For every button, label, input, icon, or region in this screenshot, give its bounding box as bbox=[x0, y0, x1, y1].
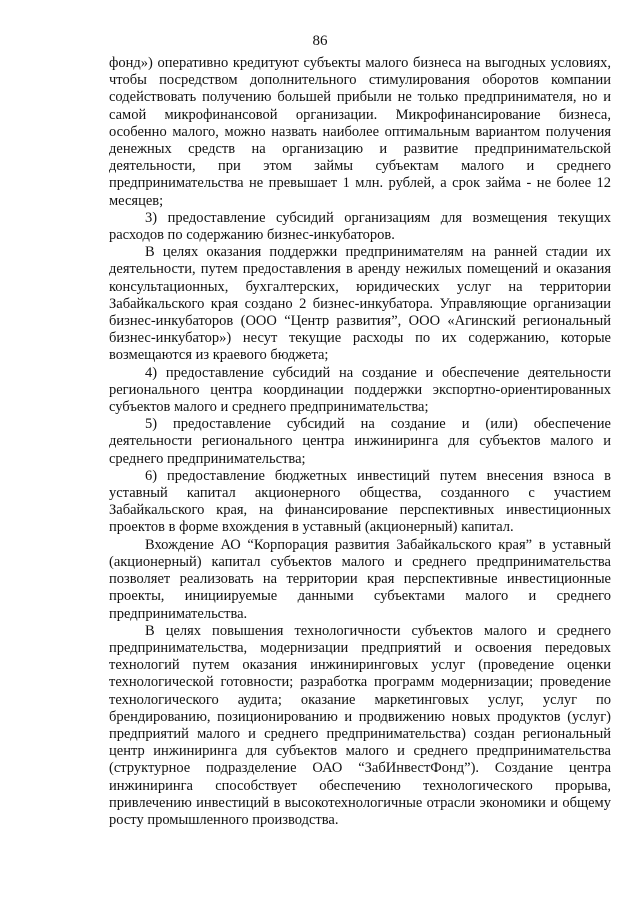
paragraph-1: фонд») оперативно кредитуют субъекты малого бизнеса на выгодных условиях, чтобы посредством дополнительного стимулирования оборотов компании содействовать получению большей прибыли не только предпринимателя, но и самой микрофинансовой организации. Микрофинансирование бизнеса, особенно малого, можно назвать наиболее оптимальным вариантом получения денежных средств на организацию и развитие предпринимательской деятельности, при этом займы субъектам малого и среднего предпринимательства не превышает 1 млн. рублей, а срок займа - не более 12 месяцев; bbox=[109, 55, 611, 209]
paragraph-3: В целях оказания поддержки предпринимателям на ранней стадии их деятельности, путем предоставления в аренду нежилых помещений и оказания консультационных, бухгалтерских, юридических услуг на территории Забайкальского края создано 2 бизнес-инкубатора. Управляющие организации бизнес-инкубаторов (ООО “Центр развития”, ООО «Агинский региональный бизнес-инкубатор») несут текущие расходы по их содержанию, которые возмещаются из краевого бюджета; bbox=[109, 244, 611, 364]
document-body bbox=[109, 55, 611, 829]
paragraph-6: 6) предоставление бюджетных инвестиций путем внесения взноса в уставный капитал акционерного общества, созданного с участием Забайкальского края, на финансирование перспективных инвестиционных проектов в форме вхождения в уставный (акционерный) капитал. bbox=[109, 467, 611, 536]
paragraph-5: 5) предоставление субсидий на создание и (или) обеспечение деятельности регионального центра инжиниринга для субъектов малого и среднего предпринимательства; bbox=[109, 416, 611, 467]
paragraph-8: В целях повышения технологичности субъектов малого и среднего предпринимательства, модернизации предприятий и освоения передовых технологий путем оказания инжиниринговых услуг (проведение оценки технологической готовности; разработка программ модернизации; проведение технологического аудита; оказание маркетинговых услуг, услуг по брендированию, позиционированию и продвижению новых продуктов (услуг) предприятий малого и среднего предпринимательства) создан региональный центр инжиниринга для субъектов малого и среднего предпринимательства (структурное подразделение ОАО “ЗабИнвестФонд”). Создание центра инжиниринга способствует обеспечению технологического прорыва, привлечению инвестиций в высокотехнологичные отрасли экономики и общему росту промышленного производства. bbox=[109, 622, 611, 828]
paragraph-2: 3) предоставление субсидий организациям для возмещения текущих расходов по содержанию бизнес-инкубаторов. bbox=[109, 209, 611, 244]
paragraph-7: Вхождение АО “Корпорация развития Забайкальского края” в уставный (акционерный) капитал субъектов малого и среднего предпринимательства позволяет реализовать на территории края перспективные инвестиционные проекты, инициируемые данными субъектами малого и среднего предпринимательства. bbox=[109, 536, 611, 622]
page-number: 86 bbox=[312, 33, 328, 49]
paragraph-4: 4) предоставление субсидий на создание и обеспечение деятельности регионального центра координации поддержки экспортно-ориентированных субъектов малого и среднего предпринимательства; bbox=[109, 364, 611, 416]
